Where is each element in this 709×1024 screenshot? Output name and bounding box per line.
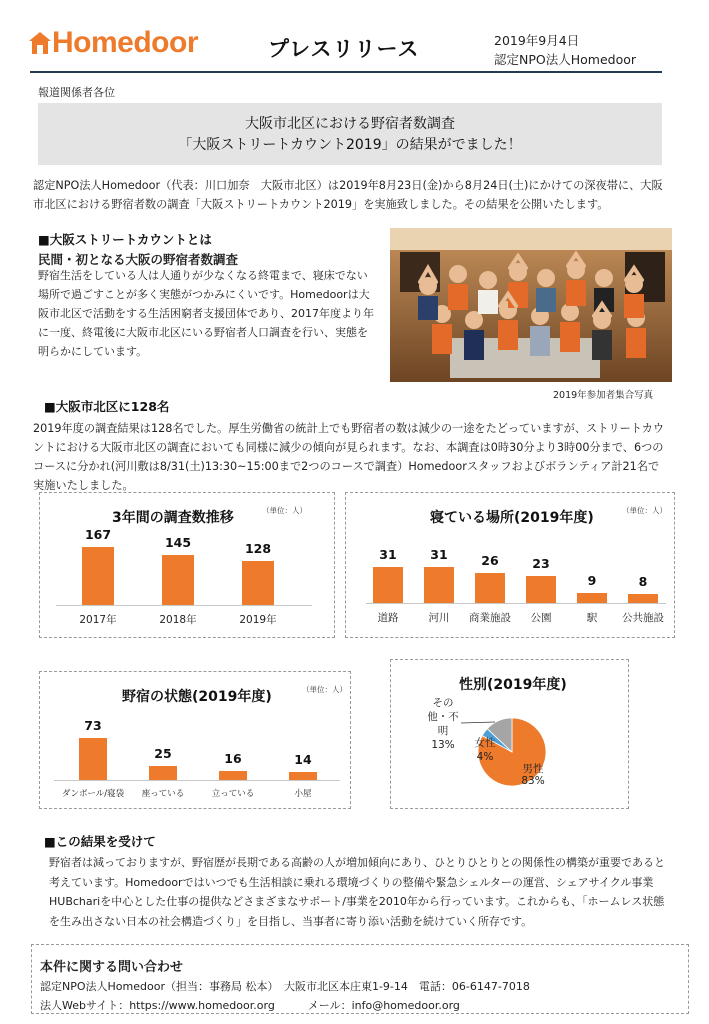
chart-value-label: 31 (379, 547, 397, 562)
chart-bar (289, 772, 317, 780)
section-subheading: 民間・初となる大阪の野宿者数調査 (38, 252, 239, 267)
chart-title: 性別(2019年度) (459, 677, 567, 693)
homedoor-logo (30, 26, 198, 60)
press-release-title: プレスリリース (268, 37, 420, 61)
chart-category-label: 公共施設 (622, 612, 664, 624)
chart-gender-pie (390, 659, 629, 809)
pie-label-line: 4% (476, 751, 494, 763)
chart-bar (373, 567, 403, 603)
chart-value-label: 25 (154, 745, 172, 761)
section-body-result: 2019年度の調査結果は128名でした。厚生労働省の統計上でも野宿者の数は減少の一途をたどっていますが、ストリートカウントにおける大阪市北区の調査においても同様に減少の傾向が見られます。なお、本調査は0時30分より3時00分まで、6つのコースに分かれ(河川敷は8/31(土)13:30~15:00まで2つのコースで調査）Homedoorスタッフおよびボランティア計21名で実施いたしました。 (33, 422, 665, 492)
chart-category-label: 河川 (428, 612, 450, 624)
chart-baseline (366, 603, 666, 604)
chart-value-label: 14 (294, 751, 312, 767)
chart-value-label: 23 (532, 556, 550, 572)
group-photo-illustration (390, 228, 672, 382)
chart-value-label: 16 (224, 750, 242, 766)
pie-label-line: 他・不 (427, 711, 459, 723)
header-divider (30, 71, 662, 73)
chart-title: 寝ている場所(2019年度) (430, 510, 594, 526)
chart-bar (162, 555, 194, 605)
chart-bar (577, 593, 607, 603)
pie-label-line: 13% (431, 739, 455, 751)
pie-slice-label (521, 762, 544, 787)
section-heading-response: ■この結果を受けて (44, 834, 156, 849)
pie-canvas (391, 660, 627, 808)
pie-label-line: 女性 (474, 737, 496, 749)
chart-category-label: 小屋 (294, 789, 312, 799)
pie-leader-line (461, 722, 495, 723)
headline-line-1: 大阪市北区における野宿者数調査 (245, 116, 455, 132)
pie-label-line: 明 (437, 725, 449, 737)
chart-three-year-trend (39, 492, 335, 638)
chart-bar (242, 561, 274, 605)
chart-value-label: 8 (638, 573, 648, 589)
chart-category-label: 2018年 (159, 614, 197, 626)
chart-value-label: 73 (84, 718, 102, 733)
section-body-street-count: 野宿生活をしている人は人通りが少なくなる終電まで、寝床でない場所で過ごすことが多く実態がつかみにくいです。Homedoorは大阪市北区で活動をする生活困窮者支援団体であり、2017年度より年に一度、終電後に大阪市北区にいる野宿者人口調査を行い、実態を明らかにしています。 (38, 269, 374, 358)
headline-line-2: 「大阪ストリートカウント2019」の結果がでました！ (178, 137, 522, 153)
group-photo (390, 228, 672, 382)
chart-category-label: 2017年 (79, 614, 117, 626)
chart-category-label: 2019年 (239, 614, 277, 626)
organization-name: 認定NPO法人Homedoor (494, 52, 637, 67)
contact-line-web: 法人Webサイト：https://www.homedoor.org メール：info@homedoor.org (40, 999, 460, 1012)
chart-sleeping-state (39, 671, 351, 809)
chart-category-label: 立っている (211, 789, 255, 799)
headline-box (38, 103, 662, 165)
chart-value-label: 128 (244, 540, 272, 556)
chart-baseline (54, 780, 340, 781)
photo-caption: 2019年参加者集合写真 (553, 390, 654, 401)
chart-bar (149, 766, 177, 780)
release-date: 2019年9月4日 (494, 33, 580, 48)
chart-title: 野宿の状態(2019年度) (122, 689, 272, 705)
chart-baseline (56, 605, 312, 606)
chart-category-label: 道路 (377, 612, 399, 624)
logo-text: Homedoor (52, 26, 198, 59)
chart-bar (79, 738, 107, 780)
section-heading-result: ■大阪市北区に128名 (44, 399, 170, 414)
chart-unit-label: （単位：人） (262, 506, 307, 515)
chart-category-label: 商業施設 (469, 612, 511, 624)
chart-value-label: 167 (84, 527, 112, 542)
chart-value-label: 145 (164, 534, 192, 550)
chart-unit-label: （単位：人） (622, 506, 667, 515)
chart-bar (219, 771, 247, 780)
chart-category-label: 座っている (141, 789, 185, 799)
chart-value-label: 31 (430, 547, 448, 562)
section-heading-street-count: ■大阪ストリートカウントとは (38, 232, 212, 247)
chart-title: 3年間の調査数推移 (112, 510, 234, 526)
contact-line-address: 認定NPO法人Homedoor（担当：事務局 松本） 大阪市北区本庄東1-9-14 電話：06-6147-7018 (40, 980, 530, 993)
pie-slice-label (427, 697, 459, 751)
chart-category-label: 公園 (530, 612, 552, 624)
house-icon (30, 32, 50, 54)
contact-title: 本件に関する問い合わせ (40, 960, 184, 975)
pie-label-line: その (432, 697, 454, 709)
pie-label-line: 男性 (522, 763, 544, 775)
intro-paragraph: 認定NPO法人Homedoor（代表：川口加奈 大阪市北区）は2019年8月23日(金)から8月24日(土)にかけての深夜帯に、大阪市北区における野宿者数の調査「大阪ストリートカウント2019」を実施致しました。その結果を公開いたします。 (33, 179, 663, 211)
pie-label-line: 83% (521, 775, 545, 787)
chart-bar (82, 547, 114, 605)
chart-category-label: 駅 (586, 612, 598, 624)
chart-category-label: ダンボール/寝袋 (61, 789, 125, 799)
chart-value-label: 9 (587, 572, 597, 588)
chart-bar (526, 576, 556, 603)
chart-bar (475, 573, 505, 603)
chart-bar (628, 594, 658, 603)
chart-unit-label: （単位：人） (302, 685, 347, 694)
chart-bar (424, 567, 454, 603)
recipient-line: 報道関係者各位 (38, 86, 115, 99)
chart-sleeping-places (345, 492, 675, 638)
chart-value-label: 26 (481, 552, 499, 568)
section-body-response: 野宿者は減っておりますが、野宿歴が長期である高齢の人が増加傾向にあり、ひとりひとりとの関係性の構築が重要であると考えています。Homedoorではいつでも生活相談に乗れる環境づくりの整備や緊急シェルターの運営、シェアサイクル事業HUBchariを中心とした仕事の提供などさまざまなサポート/事業を2010年から行っています。これからも、「ホームレス状態を生み出さない日本の社会構造づくり」を目指し、当事者に寄り添い活動を続けていく所存です。 (49, 856, 665, 928)
